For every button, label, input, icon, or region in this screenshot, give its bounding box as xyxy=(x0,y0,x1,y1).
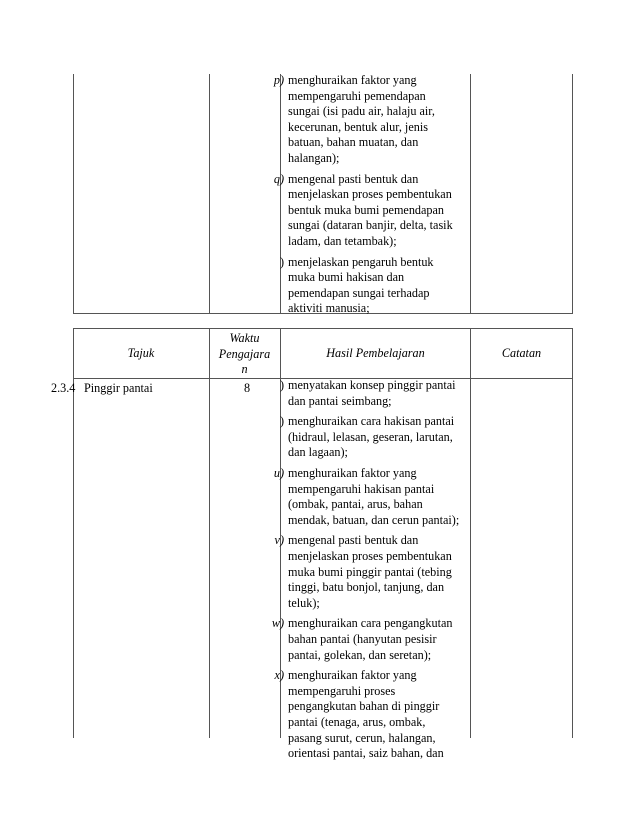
outcome-text-line: bahan pantai (hanyutan pesisir xyxy=(288,631,437,646)
outcome-item xyxy=(262,73,472,167)
outcome-text-line: ladam, dan tetambak); xyxy=(288,233,397,248)
outcome-item xyxy=(262,414,472,461)
outcome-text xyxy=(288,616,474,663)
outcome-item xyxy=(262,668,472,762)
outcome-text-line: mengenal pasti bentuk dan xyxy=(288,171,419,186)
outcome-text-line: (hidraul, lelasan, geseran, larutan, xyxy=(288,429,453,444)
outcome-text-line: kecerunan, bentuk alur, jenis xyxy=(288,119,428,134)
outcome-text-line: dan lagaan); xyxy=(288,445,348,460)
outcome-marker: x) xyxy=(274,668,284,683)
bottom-table-right-border xyxy=(572,328,573,738)
outcome-text-line: dan pantai seimbang; xyxy=(288,393,392,408)
outcome-text xyxy=(288,172,474,250)
top-table-left-border xyxy=(73,74,74,314)
outcome-text-line: menyatakan konsep pinggir pantai xyxy=(288,378,456,392)
outcome-text xyxy=(288,533,474,611)
outcome-text-line: tinggi, batu bonjol, tanjung, dan xyxy=(288,580,445,595)
outcome-marker: q) xyxy=(273,171,284,186)
outcome-item xyxy=(262,616,472,663)
header-hasil: Hasil Pembelajaran xyxy=(326,346,425,360)
outcome-text-line: mempengaruhi pemendapan xyxy=(288,88,426,103)
bottom-table-divider-tajuk xyxy=(209,328,210,738)
outcome-text-line: menjelaskan pengaruh bentuk xyxy=(288,254,434,269)
outcome-text-line: sungai (dataran banjir, delta, tasik xyxy=(288,218,453,233)
header-waktu-line-2: Pengajara xyxy=(218,346,271,361)
outcome-marker: p) xyxy=(273,73,284,87)
outcome-text-line: mendak, batuan, dan cerun pantai); xyxy=(288,512,460,527)
outcome-text-line: pantai (tenaga, arus, ombak, xyxy=(288,714,426,729)
outcome-text-line: (ombak, pantai, arus, bahan xyxy=(288,497,423,512)
row-waktu: 8 xyxy=(244,381,251,395)
outcome-text-line: pengangkutan bahan di pinggir xyxy=(288,699,440,714)
outcome-marker: v) xyxy=(274,533,284,548)
header-waktu-line-3: n xyxy=(241,362,248,377)
outcome-marker: ) xyxy=(279,254,284,269)
outcome-text xyxy=(288,255,474,317)
outcome-text-line: sungai (isi padu air, halaju air, xyxy=(288,104,435,119)
outcome-item xyxy=(262,533,472,611)
outcome-text xyxy=(288,378,474,409)
outcome-text-line: halangan); xyxy=(288,150,340,165)
outcome-text-line: pantai, golekan, dan seretan); xyxy=(288,647,432,662)
row-tajuk: Pinggir pantai xyxy=(84,381,153,395)
outcome-text-line: mempengaruhi proses xyxy=(288,683,396,698)
outcome-text-line: muka bumi pinggir pantai (tebing xyxy=(288,564,452,579)
outcome-item xyxy=(262,255,472,317)
header-tajuk: Tajuk xyxy=(127,346,155,360)
outcome-marker: ) xyxy=(279,378,284,392)
outcome-text-line: menghuraikan cara hakisan pantai xyxy=(288,414,455,429)
outcome-item xyxy=(262,172,472,250)
outcome-text-line: orientasi pantai, saiz bahan, dan xyxy=(288,746,444,761)
outcome-text-line: pasang surut, cerun, halangan, xyxy=(288,730,436,745)
top-table-right-border xyxy=(572,74,573,314)
outcome-text-line: menghuraikan faktor yang xyxy=(288,668,417,683)
outcome-text xyxy=(288,466,474,528)
bottom-table-top-border xyxy=(73,328,573,329)
top-table-divider-tajuk xyxy=(209,74,210,314)
outcome-marker: u) xyxy=(273,466,284,480)
outcome-text xyxy=(288,668,474,762)
outcome-marker: ) xyxy=(279,414,284,429)
outcome-text-line: menjelaskan proses pembentukan xyxy=(288,548,452,563)
outcome-marker: w) xyxy=(271,616,284,631)
outcome-text-line: pemendapan sungai terhadap xyxy=(288,285,430,300)
outcome-text-line: aktiviti manusia; xyxy=(288,301,370,316)
outcome-text-line: mempengaruhi hakisan pantai xyxy=(288,481,435,496)
header-waktu-line-1: Waktu xyxy=(229,331,260,345)
outcome-text-line: menghuraikan faktor yang xyxy=(288,466,417,480)
outcome-item xyxy=(262,466,472,528)
outcome-text-line: batuan, bahan muatan, dan xyxy=(288,135,419,150)
outcome-item xyxy=(262,378,472,409)
outcome-text xyxy=(288,73,474,167)
outcome-text-line: menghuraikan faktor yang xyxy=(288,73,417,87)
header-catatan: Catatan xyxy=(501,346,542,360)
outcome-text-line: menjelaskan proses pembentukan xyxy=(288,187,452,202)
outcome-text-line: teluk); xyxy=(288,595,320,610)
row-number: 2.3.4 xyxy=(51,381,76,395)
outcome-text xyxy=(288,414,474,461)
outcome-text-line: muka bumi hakisan dan xyxy=(288,270,405,285)
outcome-text-line: bentuk muka bumi pemendapan xyxy=(288,202,445,217)
outcome-text-line: mengenal pasti bentuk dan xyxy=(288,533,419,548)
outcome-text-line: menghuraikan cara pengangkutan xyxy=(288,616,453,631)
header-waktu xyxy=(209,331,280,378)
